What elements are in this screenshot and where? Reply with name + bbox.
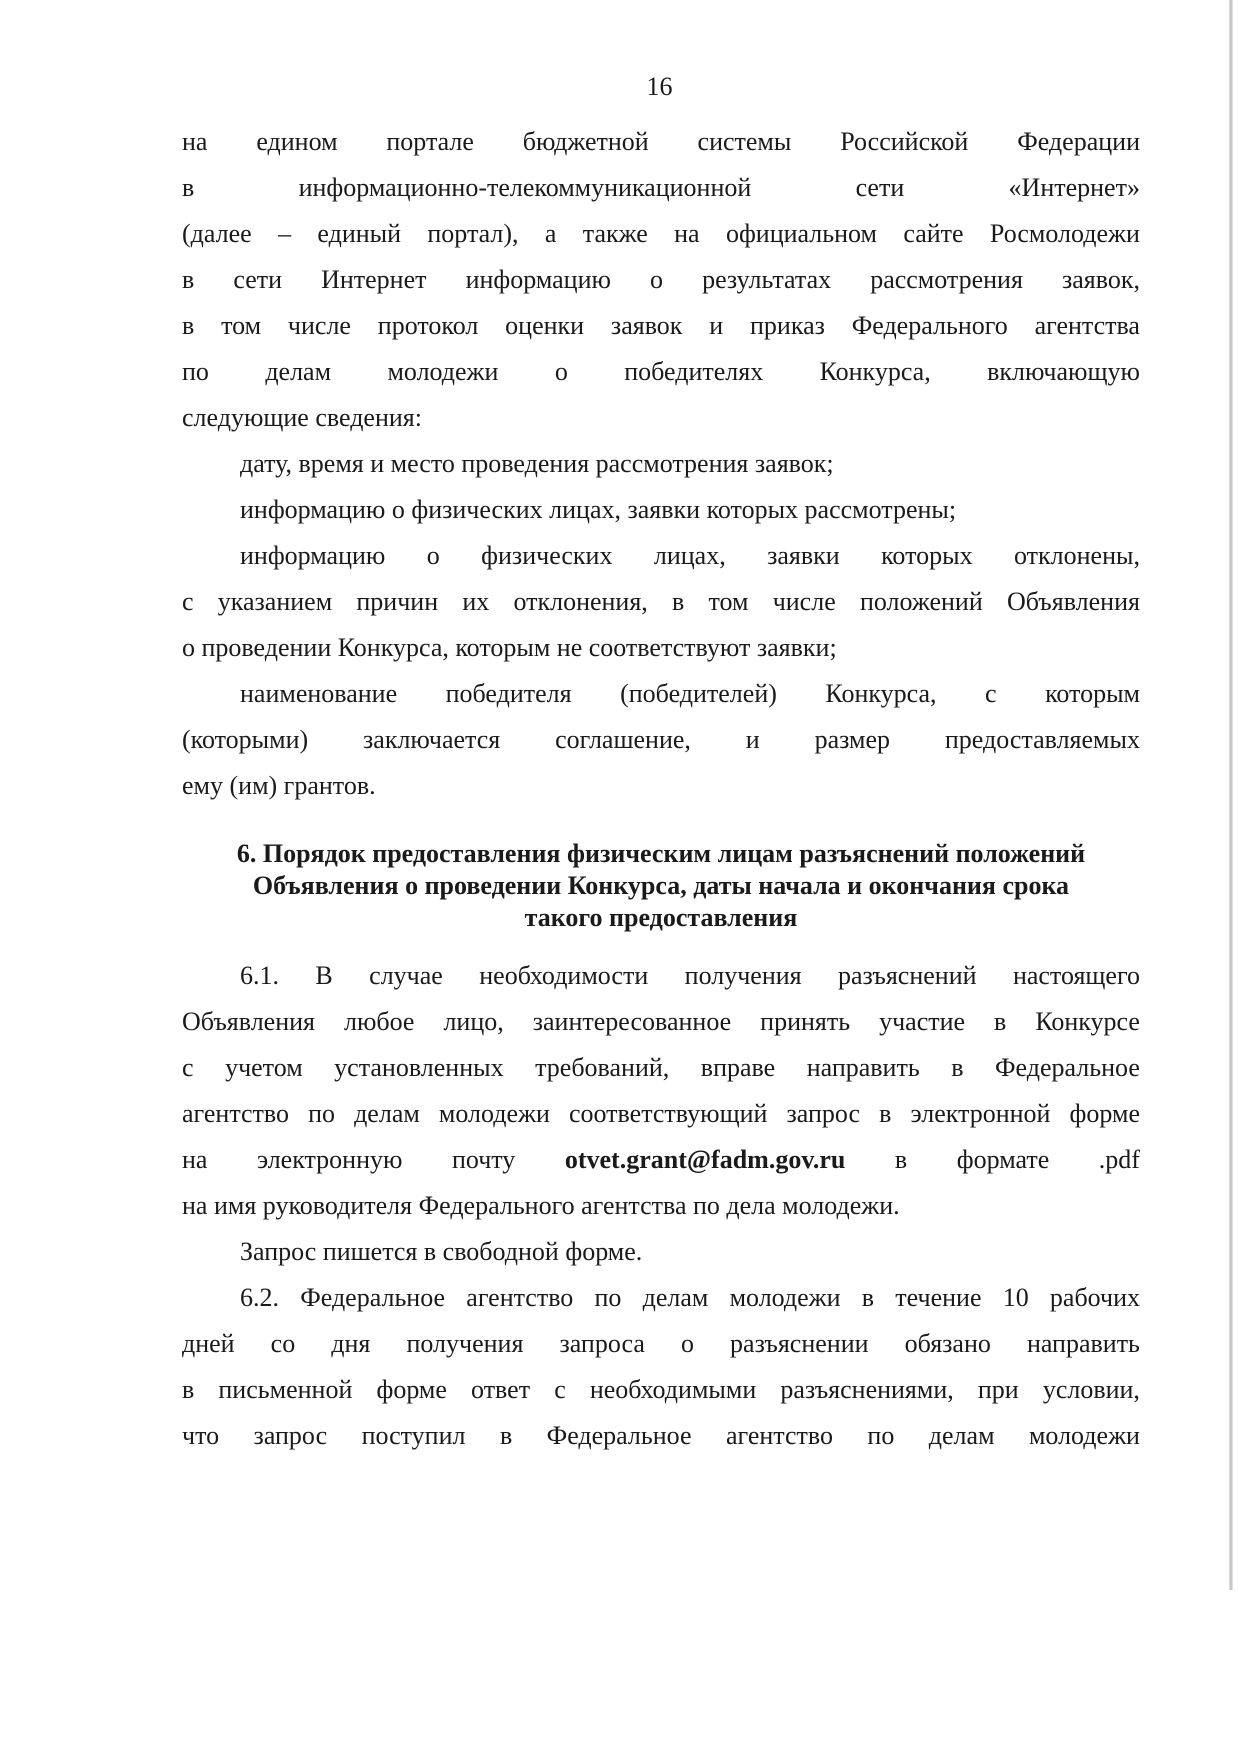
- text-word: разъяснениями,: [780, 1375, 954, 1404]
- text-word: с: [554, 1375, 566, 1404]
- text-word: принять: [760, 1007, 851, 1036]
- text-word: причин: [356, 587, 439, 616]
- clause-6-2-line: [182, 1372, 1140, 1408]
- text-word: Федеральное: [995, 1053, 1140, 1082]
- text-word: необходимыми: [589, 1375, 757, 1404]
- text-word: числе: [287, 311, 351, 340]
- clause-6-2-line: [182, 1418, 1140, 1454]
- text-word: на: [674, 219, 700, 248]
- text-word: порталe: [386, 127, 474, 156]
- email-link[interactable]: otvet.grant@fadm.gov.ru: [564, 1145, 846, 1174]
- text-word: положений: [859, 587, 983, 616]
- text-word: агентства: [1034, 311, 1140, 340]
- clause-6-1-line: [182, 1050, 1140, 1086]
- text-word: течение: [895, 1283, 982, 1312]
- text-word: в: [951, 1053, 964, 1082]
- text-word: Интернет: [321, 265, 427, 294]
- text-word: (победителей): [620, 679, 777, 708]
- text-word: с: [182, 1053, 194, 1082]
- text-word: В: [315, 961, 333, 990]
- clause-6-2-line: [240, 1280, 1140, 1316]
- text-word: по: [308, 1099, 335, 1128]
- text-word: поступил: [361, 1421, 466, 1450]
- text-word: форме: [376, 1375, 447, 1404]
- text-word: победителя: [445, 679, 572, 708]
- list-item-continuation: ему (им) грантов.: [182, 771, 376, 800]
- text-word: Федерального: [851, 311, 1008, 340]
- text-line: [182, 354, 1140, 390]
- text-word: соглашение,: [555, 725, 691, 754]
- text-word: что: [182, 1421, 220, 1450]
- text-word: 6.1.: [240, 961, 279, 990]
- text-word: с: [985, 679, 997, 708]
- text-word: заинтересованное: [532, 1007, 732, 1036]
- text-word: по: [867, 1421, 895, 1450]
- clause-6-1-line: на имя руководителя Федерального агентства по дела молодежи.: [182, 1191, 900, 1220]
- text-word: форме: [1069, 1099, 1140, 1128]
- text-word: получения: [406, 1329, 524, 1358]
- text-word: молодежи: [438, 1099, 550, 1128]
- list-item: [240, 538, 1140, 574]
- text-word: случае: [369, 961, 443, 990]
- clause-6-1-line: [182, 1004, 1140, 1040]
- text-word: результатах: [702, 265, 832, 294]
- text-word: Конкурса,: [825, 679, 937, 708]
- text-word: со: [270, 1329, 296, 1358]
- text-word: вправе: [700, 1053, 776, 1082]
- text-word: рабочих: [1049, 1283, 1140, 1312]
- text-word: любое: [343, 1007, 415, 1036]
- text-word: единый: [317, 219, 402, 248]
- clause-6-1-line: [240, 958, 1140, 994]
- text-word: заявок: [610, 311, 683, 340]
- text-word: требований,: [535, 1053, 670, 1082]
- text-word: в: [182, 311, 195, 340]
- text-word: молодежи: [1028, 1421, 1140, 1450]
- text-word: агентство: [182, 1099, 289, 1128]
- free-form-note: Запрос пишется в свободной форме.: [240, 1237, 643, 1266]
- text-word: Федеральное: [300, 1283, 446, 1312]
- clause-6-2-line: [182, 1326, 1140, 1362]
- text-word: в: [182, 1375, 195, 1404]
- text-word: в: [499, 1421, 513, 1450]
- text-word: едином: [256, 127, 338, 156]
- text-word: в: [861, 1283, 875, 1312]
- text-word: запроса: [559, 1329, 645, 1358]
- section-heading-line: 6. Порядок предоставления физическим лицам разъяснений положений: [236, 839, 1086, 868]
- text-word: предоставляемых: [944, 725, 1140, 754]
- text-word: о: [554, 357, 568, 386]
- text-line: [182, 170, 1140, 206]
- list-item-continuation: [182, 584, 1140, 620]
- text-word: условии,: [1042, 1375, 1140, 1404]
- text-word: агентство: [466, 1283, 574, 1312]
- text-word: заявки: [767, 541, 840, 570]
- text-word: .pdf: [1098, 1145, 1140, 1174]
- text-word: системы: [697, 127, 792, 156]
- text-word: дней: [182, 1329, 235, 1358]
- text-word: сети: [233, 265, 283, 294]
- text-word: которых: [881, 541, 973, 570]
- text-word: Конкурсе: [1035, 1007, 1140, 1036]
- text-word: ответ: [471, 1375, 531, 1404]
- text-word: рассмотрения: [870, 265, 1023, 294]
- text-word: заявок,: [1062, 265, 1140, 294]
- text-line: [182, 308, 1140, 344]
- text-word: формате: [956, 1145, 1050, 1174]
- clause-6-1-line: [182, 1096, 1140, 1132]
- text-word: делам: [642, 1283, 709, 1312]
- text-word: информацию: [465, 265, 611, 294]
- list-item: информацию о физических лицах, заявки которых рассмотрены;: [240, 495, 957, 524]
- text-word: по: [594, 1283, 622, 1312]
- text-word: размер: [814, 725, 891, 754]
- text-line: [182, 216, 1140, 252]
- text-word: учетом: [225, 1053, 303, 1082]
- text-word: в: [994, 1007, 1007, 1036]
- text-word: официальном: [725, 219, 878, 248]
- text-word: соответствующий: [568, 1099, 768, 1128]
- list-item: [240, 676, 1140, 712]
- text-line: [182, 262, 1140, 298]
- text-word: на: [182, 127, 208, 156]
- text-word: направить: [806, 1053, 920, 1082]
- text-word: 10: [1002, 1283, 1029, 1312]
- section-heading-line: Объявления о проведении Конкурса, даты начала и окончания срока: [252, 871, 1070, 900]
- text-word: в: [182, 173, 195, 202]
- text-word: Федерации: [1017, 127, 1140, 156]
- text-word: обязано: [904, 1329, 991, 1358]
- text-word: настоящего: [1012, 961, 1140, 990]
- text-word: в: [672, 587, 685, 616]
- text-word: числе: [772, 587, 836, 616]
- text-word: молодежи: [387, 357, 499, 386]
- text-word: а: [544, 219, 557, 248]
- text-word: в: [879, 1099, 892, 1128]
- text-word: делам: [354, 1099, 420, 1128]
- text-word: также: [582, 219, 648, 248]
- text-word: установленных: [334, 1053, 504, 1082]
- text-word: дня: [331, 1329, 371, 1358]
- text-word: в: [182, 265, 195, 294]
- text-word: протокол: [377, 311, 479, 340]
- text-word: (далее: [182, 219, 252, 248]
- text-word: Объявления: [1006, 587, 1140, 616]
- text-word: информационно-телекоммуникационной: [298, 173, 752, 202]
- text-word: Российской: [840, 127, 969, 156]
- scan-edge-shadow: [1229, 0, 1233, 1590]
- text-word: лицо,: [443, 1007, 504, 1036]
- text-word: агентство: [725, 1421, 833, 1450]
- text-word: том: [708, 587, 749, 616]
- text-word: почту: [451, 1145, 516, 1174]
- text-word: в: [894, 1145, 908, 1174]
- text-word: сети: [855, 173, 905, 202]
- text-word: отклонения,: [513, 587, 648, 616]
- text-word: том: [221, 311, 262, 340]
- text-word: победителях: [624, 357, 764, 386]
- text-word: разъяснений: [838, 961, 977, 990]
- text-word: на: [182, 1145, 208, 1174]
- text-word: письменной: [218, 1375, 353, 1404]
- section-heading-line: такого предоставления: [524, 903, 798, 932]
- text-word: Федеральное: [546, 1421, 692, 1450]
- text-word: наименование: [240, 679, 398, 708]
- text-word: о: [650, 265, 663, 294]
- text-word: запрос: [253, 1421, 328, 1450]
- text-word: участие: [879, 1007, 966, 1036]
- text-word: по: [182, 357, 209, 386]
- text-word: необходимости: [479, 961, 649, 990]
- text-word: и: [709, 311, 724, 340]
- text-word: заключается: [363, 725, 501, 754]
- text-word: их: [462, 587, 490, 616]
- list-item: дату, время и место проведения рассмотрения заявок;: [240, 449, 834, 478]
- text-word: молодежи: [729, 1283, 841, 1312]
- text-word: электронной: [910, 1099, 1051, 1128]
- text-word: о: [426, 541, 440, 570]
- text-word: делам: [265, 357, 332, 386]
- text-word: указанием: [217, 587, 333, 616]
- text-word: оценки: [505, 311, 585, 340]
- text-word: Объявления: [182, 1007, 315, 1036]
- text-word: о: [680, 1329, 694, 1358]
- list-item-continuation: [182, 722, 1140, 758]
- text-word: Конкурса,: [819, 357, 931, 386]
- text-word: сайте: [903, 219, 964, 248]
- text-word: и: [745, 725, 760, 754]
- text-word: с: [182, 587, 194, 616]
- text-word: запрос: [786, 1099, 861, 1128]
- text-word: электронную: [257, 1145, 403, 1174]
- text-word: приказ: [750, 311, 825, 340]
- text-word: Росмолодежи: [989, 219, 1140, 248]
- text-word: физических: [481, 541, 613, 570]
- text-word: «Интернет»: [1008, 173, 1140, 202]
- page-number: 16: [646, 72, 673, 101]
- text-word: при: [977, 1375, 1019, 1404]
- text-word: лицах,: [653, 541, 726, 570]
- text-word: разъяснении: [730, 1329, 869, 1358]
- text-word: которым: [1045, 679, 1140, 708]
- text-line: следующие сведения:: [182, 403, 422, 432]
- text-word: (которыми): [182, 725, 309, 754]
- text-word: делам: [928, 1421, 995, 1450]
- text-word: бюджетной: [522, 127, 649, 156]
- text-word: 6.2.: [240, 1283, 279, 1312]
- text-word: направить: [1026, 1329, 1140, 1358]
- text-line: [182, 124, 1140, 160]
- text-word: включающую: [987, 357, 1140, 386]
- text-word: –: [278, 219, 292, 248]
- text-word: информацию: [240, 541, 386, 570]
- list-item-continuation: о проведении Конкурса, которым не соответствуют заявки;: [182, 633, 837, 662]
- text-word: отклонены,: [1014, 541, 1140, 570]
- text-word: портал),: [427, 219, 519, 248]
- clause-6-1-email-line: [182, 1142, 1140, 1178]
- text-word: получения: [684, 961, 802, 990]
